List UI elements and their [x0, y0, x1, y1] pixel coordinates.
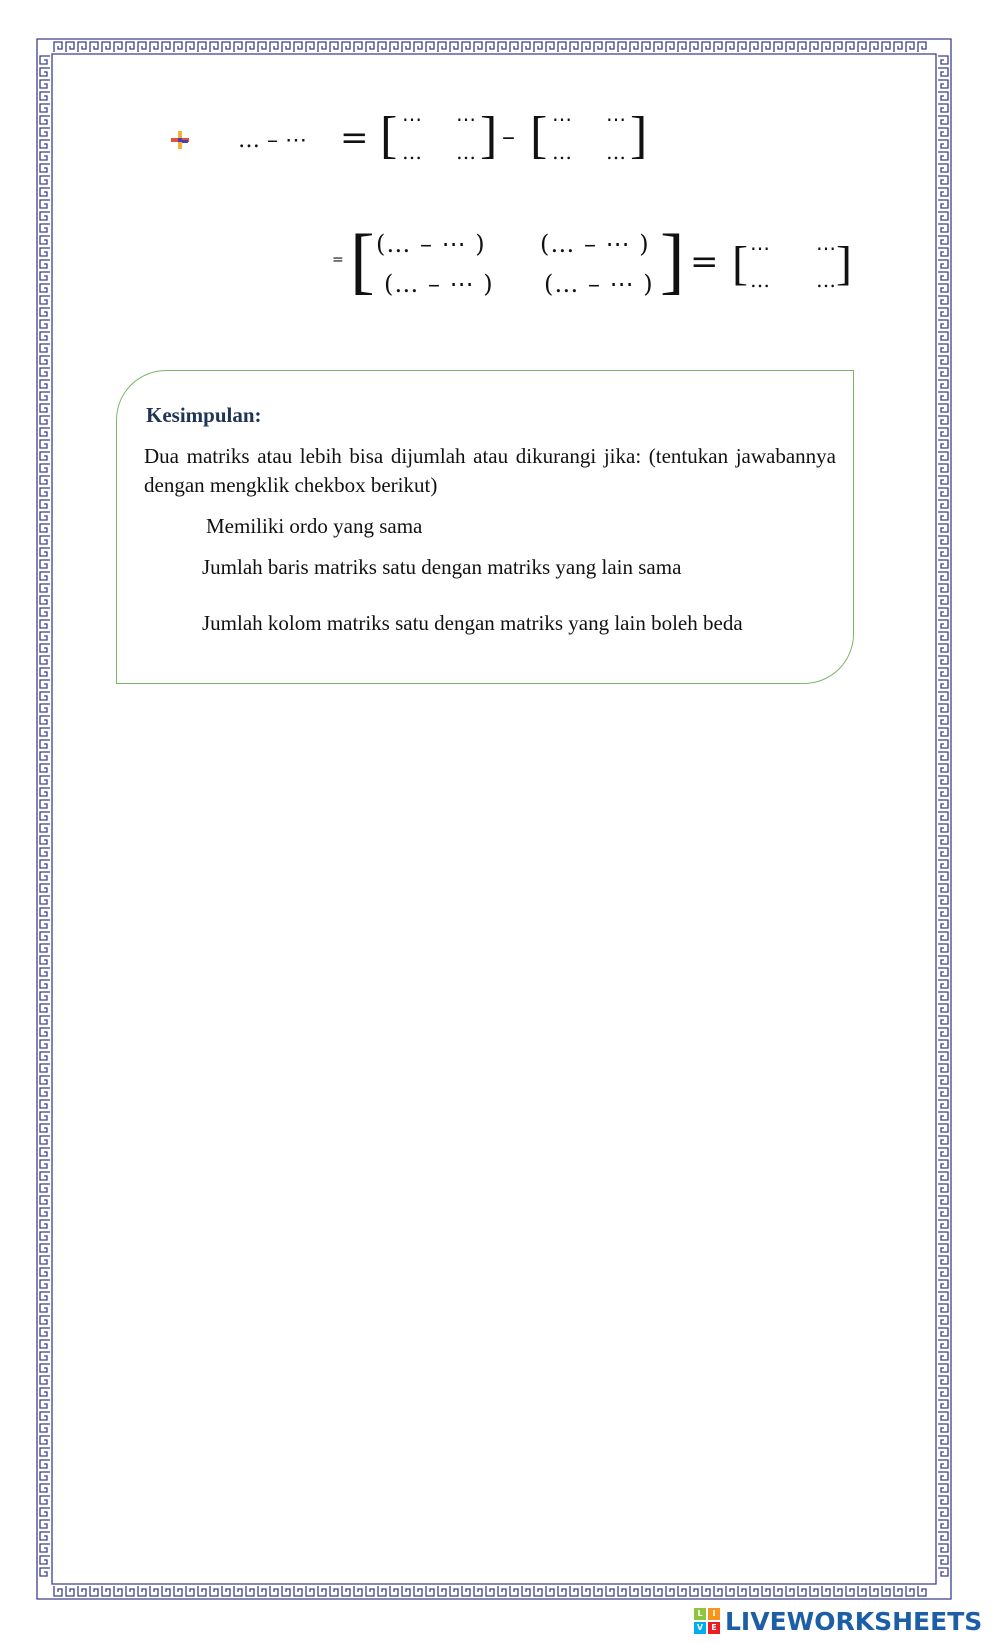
matrix-b-cell: ⋯	[552, 107, 573, 131]
line2-equals-sign: =	[690, 242, 719, 282]
matrix-a-cell: …	[456, 140, 477, 164]
matrix-b-cell: …	[552, 140, 573, 164]
liveworksheets-logo	[694, 1606, 982, 1636]
matrix-c-cell: (… – ⋯ )	[376, 230, 486, 258]
matrix-c-cell: (… – ⋯ )	[384, 270, 494, 298]
greek-key-border	[36, 38, 952, 1600]
logo-letter: E	[708, 1622, 720, 1634]
conclusion-description: Dua matriks atau lebih bisa dijumlah atau dikurangi jika: (tentukan jawabannya dengan mengklik chekbox berikut)	[144, 444, 836, 497]
matrix-a-left-bracket: [	[380, 107, 398, 164]
matrix-b-cell: ⋯	[606, 107, 627, 131]
conclusion-title: Kesimpulan:	[146, 403, 262, 427]
matrix-b-left-bracket: [	[530, 107, 548, 164]
small-equals-sign: =	[332, 252, 344, 268]
greek-key-pattern	[37, 39, 951, 1599]
matrix-a-cell: ⋯	[456, 107, 477, 131]
equals-sign: =	[340, 118, 369, 158]
logo-letter: V	[694, 1622, 706, 1634]
matrix-b-right-bracket: ]	[630, 107, 648, 164]
matrix-d-cell: …	[750, 268, 771, 292]
matrix-c-left-bracket: [	[350, 220, 375, 302]
equation-lhs: … – ⋯	[238, 128, 307, 153]
logo-squares-icon	[694, 1608, 720, 1634]
option-same-rows[interactable]: Jumlah baris matriks satu dengan matriks yang lain sama	[202, 555, 682, 579]
matrix-d-cell: ⋯	[750, 236, 771, 260]
matrix-c-cell: (… – ⋯ )	[540, 230, 650, 258]
option-same-order[interactable]: Memiliki ordo yang sama	[206, 514, 423, 538]
option-different-columns[interactable]: Jumlah kolom matriks satu dengan matriks yang lain boleh beda	[202, 611, 743, 635]
matrix-a-right-bracket: ]	[480, 107, 498, 164]
matrix-d-right-bracket: ]	[836, 237, 852, 290]
logo-letter: L	[694, 1608, 706, 1620]
logo-text: LIVEWORKSHEETS	[725, 1606, 983, 1636]
matrix-d-cell: …	[816, 268, 837, 292]
matrix-a-cell: …	[402, 140, 423, 164]
matrix-c-right-bracket: ]	[660, 220, 685, 302]
bullet-icon	[170, 130, 190, 150]
matrix-b-cell: …	[606, 140, 627, 164]
matrix-d-cell: ⋯	[816, 236, 837, 260]
matrix-d-left-bracket: [	[732, 237, 748, 290]
minus-sign: –	[502, 122, 515, 152]
matrix-c-cell: (… – ⋯ )	[544, 270, 654, 298]
matrix-a-cell: ⋯	[402, 107, 423, 131]
logo-letter: I	[708, 1608, 720, 1620]
